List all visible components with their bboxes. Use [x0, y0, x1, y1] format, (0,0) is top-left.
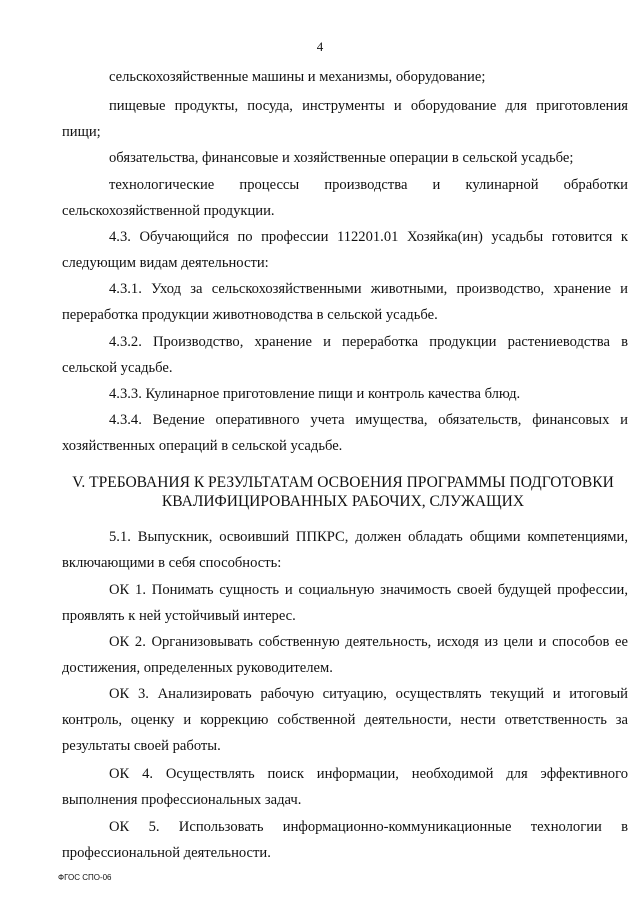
competency-ok2: ОК 2. Организовывать собственную деятельность, исходя из цели и способов ее достижения, определенных руководителем.: [62, 634, 628, 676]
paragraph-4-3-3: 4.3.3. Кулинарное приготовление пищи и контроль качества блюд.: [109, 386, 521, 402]
section-heading: [56, 473, 630, 511]
list-item-processes: технологические процессы производства и кулинарной обработки сельскохозяйственной продукции.: [62, 177, 628, 219]
competency-ok3: ОК 3. Анализировать рабочую ситуацию, осуществлять текущий и итоговый контроль, оценку и коррекцию собственной деятельности, нести ответственность за результаты своей работы.: [62, 686, 628, 754]
paragraph-4-3-4: 4.3.4. Ведение оперативного учета имущества, обязательств, финансовых и хозяйственных операций в сельской усадьбе.: [62, 412, 628, 454]
paragraph-5-1: 5.1. Выпускник, освоивший ППКРС, должен обладать общими компетенциями, включающими в себя способность:: [62, 529, 628, 571]
page-number: 4: [316, 39, 324, 54]
competency-ok5: ОК 5. Использовать информационно-коммуникационные технологии в профессиональной деятельности.: [62, 819, 628, 861]
paragraph-4-3-2: 4.3.2. Производство, хранение и переработка продукции растениеводства в сельской усадьбе.: [62, 334, 628, 376]
paragraph-4-3: 4.3. Обучающийся по профессии 112201.01 Хозяйка(ин) усадьбы готовится к следующим видам деятельности:: [62, 229, 628, 271]
list-item-obligations: обязательства, финансовые и хозяйственные операции в сельской усадьбе;: [109, 150, 574, 166]
footer-code: ФГОС СПО-06: [58, 873, 112, 882]
section-heading-line2: КВАЛИФИЦИРОВАННЫХ РАБОЧИХ, СЛУЖАЩИХ: [161, 493, 525, 510]
list-item-machines: сельскохозяйственные машины и механизмы, оборудование;: [109, 69, 486, 85]
competency-ok1: ОК 1. Понимать сущность и социальную значимость своей будущей профессии, проявлять к ней устойчивый интерес.: [62, 582, 628, 624]
competency-ok4: ОК 4. Осуществлять поиск информации, необходимой для эффективного выполнения профессиональных задач.: [62, 766, 628, 808]
list-item-food: пищевые продукты, посуда, инструменты и оборудование для приготовления пищи;: [62, 98, 628, 140]
section-heading-line1: V. ТРЕБОВАНИЯ К РЕЗУЛЬТАТАМ ОСВОЕНИЯ ПРОГРАММЫ ПОДГОТОВКИ: [72, 474, 614, 491]
paragraph-4-3-1: 4.3.1. Уход за сельскохозяйственными животными, производство, хранение и переработка продукции животноводства в сельской усадьбе.: [62, 281, 628, 323]
